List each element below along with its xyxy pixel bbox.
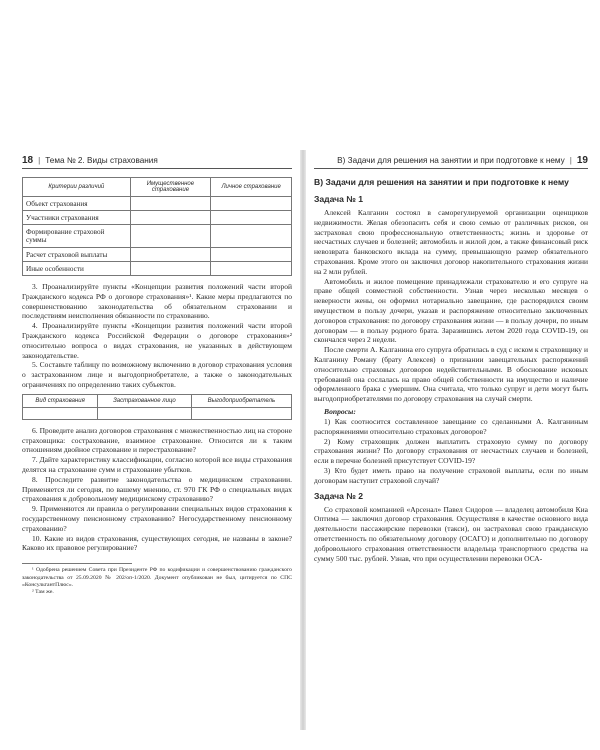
table-row <box>23 262 292 276</box>
table-row <box>23 225 292 248</box>
table-header-cell: Вид страхования <box>23 394 98 407</box>
paragraph: 4. Проанализируйте пункты «Концепции развития положений части второй Гражданского кодекса Российской Федерации о договоре страхования»² относительно вопроса о видах страхования, не указанных в действующем законодательстве. <box>22 321 292 360</box>
questions-title: Вопросы: <box>324 406 356 416</box>
paragraph: Автомобиль и жилое помещение принадлежали страхователю и его супруге на праве общей совместной собственности. Узнав через несколько месяцев о неверности жены, он оформил нотариально завещание, где распорядился своим имуществом в пользу дочери, указав и распоряжение относительно заключенных договоров страхования: по договору страхования жизни — в пользу дочери, по иным договорам — в пользу родного брата. Заразившись летом 2020 года COVID-19, он скончался через 2 недели. <box>314 276 588 345</box>
table-header-cell: Имущественное страхование <box>130 178 211 197</box>
footnote: ¹ Одобрена решением Совета при Президенте РФ по кодификации и совершенствованию гражданского законодательства от 25.09.2020 № 202/оп-1/2020. Документ опубликован не был, цитируется по СПС «КонсультантПлюс». <box>22 567 292 588</box>
question: 2) Кому страховщик должен выплатить страховую сумму по договору страхования жизни? По договору страхования от несчастных случаев и болезней, если в перечне болезней присутствует COVID-19? <box>314 436 588 466</box>
footnote: ² Там же. <box>32 589 54 596</box>
left-page <box>22 155 300 715</box>
footnote-divider <box>22 563 132 564</box>
header-separator: | <box>569 156 572 165</box>
paragraph: 9. Применяются ли правила о регулировании специальных видов страхования к государственному пенсионному страхованию? Негосударственному пенсионному страхованию? <box>22 504 292 533</box>
paragraph: 6. Проведите анализ договоров страхования с множественностью лиц на стороне страховщика: сострахование, взаимное страхование. Относится ли к таким отношениям двойное страхование и перестрахование? <box>22 425 292 455</box>
table-row-label: Объект страхования <box>23 197 131 211</box>
right-page <box>306 155 588 715</box>
paragraph: 7. Дайте характеристику классификации, согласно которой все виды страхования делятся на страхование сумм и страхование убытков. <box>22 455 292 474</box>
comparison-table <box>22 177 292 276</box>
table-header-cell: Застрахованное лицо <box>98 394 192 407</box>
table-row-label: Иные особенности <box>23 262 131 276</box>
task-title: Задача № 2 <box>314 490 364 501</box>
table-row-label: Расчет страховой выплаты <box>23 248 131 262</box>
table-row <box>23 211 292 225</box>
page-number: 18 <box>22 155 34 166</box>
table-header-cell: Выгодоприобретатель <box>191 394 291 407</box>
paragraph: После смерти А. Калганина его супруга обратилась в суд с иском к страховщику и Калганину Роману (брату Алексея) о признании завещательных распоряжений относительно страховых договоров недействительными. В обоснование исковых требований она сослалась на право общей собственности на имущество и наличие оформленного брака с умершим. Она считала, что только супруг и дети могут быть выгодоприобретателями по договору страхования на случай смерти. <box>314 345 588 404</box>
running-title: В) Задачи для решения на занятии и при подготовке к нему <box>337 156 565 165</box>
paragraph: Со страховой компанией «Арсенал» Павел Сидоров — владелец автомобиля Киа Оптима — заключил договор страхования. Осуществляя в качестве основного вида деятельности пассажирские перевозки (такси), он застраховал свою гражданскую ответственность по обязательному договору (ОСАГО) и дополнительно по договору добровольного страхования ответственности владельца транспортного средства на сумму 500 тыс. рублей. Узнав, что при осуществлении перевозки ОСА- <box>314 504 588 563</box>
running-title: Тема № 2. Виды страхования <box>45 156 158 165</box>
paragraph: 10. Какие из видов страхования, существующих сегодня, не названы в законе? Каково их правовое регулирование? <box>22 533 292 553</box>
table-row <box>23 248 292 262</box>
paragraph: 3. Проанализируйте пункты «Концепции развития положений части второй Гражданского кодекса РФ о договоре страхования»¹. Какие меры предлагаются по совершенствованию законодательства об обязательном страховании и последствиям неисполнения обязанности по страхованию. <box>22 282 292 321</box>
question: 1) Как соотносится составленное завещание со сделанными А. Калганиным распоряжениями относительно страховых договоров? <box>314 416 588 436</box>
header-separator: | <box>38 156 41 165</box>
table-row-label: Участники страхования <box>23 211 131 225</box>
table-header-cell: Критерии различий <box>23 178 131 197</box>
table-row <box>23 407 292 419</box>
section-title: В) Задачи для решения на занятии и при подготовке к нему <box>314 177 569 187</box>
page-number: 19 <box>576 155 588 166</box>
subjects-table <box>22 394 292 420</box>
paragraph: 8. Проследите развитие законодательства о медицинском страховании. Применяется ли сегодня, по вашему мнению, ст. 970 ГК РФ о специальных видах страхования к добровольному медицинскому страхованию? <box>22 474 292 504</box>
left-page-header <box>22 155 292 169</box>
question: 3) Кто будет иметь право на получение страховой выплаты, если по иным договорам наступит страховой случай? <box>314 465 588 485</box>
paragraph: Алексей Калганин состоял в саморегулируемой организации оценщиков недвижимости. Желая обезопасить себя и свою семью от различных рисков, он застраховал свою профессиональную ответственность; жизнь и здоровье от несчастных случаев и болезней; автомобиль и жилой дом, а также финансовый риск невозврата банковского вклада на сумму, превышающую размер обязательного страхования. Кроме этого он заключил договор накопительного страхования жизни на 2 млн рублей. <box>314 208 588 276</box>
task-title: Задача № 1 <box>314 194 364 204</box>
table-row <box>23 197 292 211</box>
right-page-header <box>314 155 588 169</box>
paragraph: 5. Составьте таблицу по возможному включению в договор страхования условия о застрахованном лице и выгодоприобретателе, а также о законодательных ограничениях по определению таких субъектов. <box>22 360 292 389</box>
table-row-label: Формирование страховой суммы <box>23 225 131 248</box>
table-header-cell: Личное страхование <box>211 178 292 197</box>
